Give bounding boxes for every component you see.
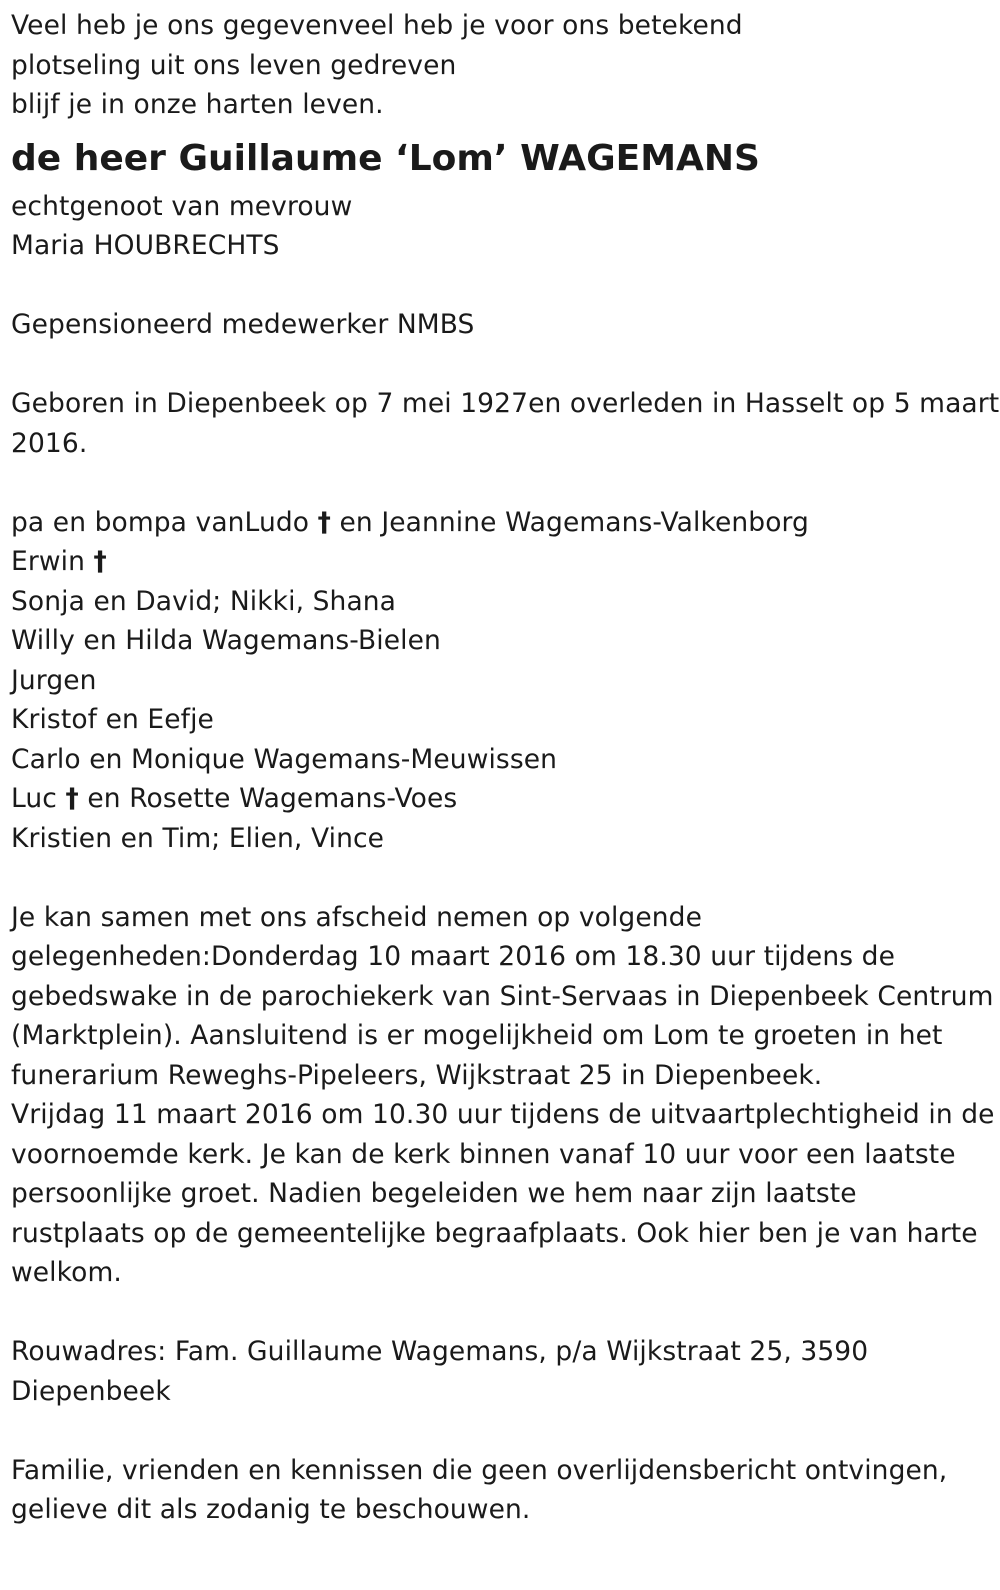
deceased-name-title: de heer Guillaume ‘Lom’ WAGEMANS: [11, 137, 760, 179]
family-line: [11, 779, 989, 819]
family-line: [11, 503, 989, 543]
mourning-address: [11, 1332, 989, 1411]
spacer: [11, 266, 989, 306]
spouse-name: Maria HOUBRECHTS: [11, 230, 280, 261]
family-line: Jurgen: [11, 664, 97, 696]
spouse-info: [11, 187, 989, 266]
family-line: Kristof en Eefje: [11, 704, 214, 735]
poem-line: Veel heb je ons gegevenveel heb je voor ons betekend: [11, 10, 743, 41]
ceremony-line: welkom.: [11, 1257, 122, 1288]
ceremony-line: funerarium Reweghs-Pipeleers, Wijkstraat 25 in Diepenbeek.: [11, 1059, 823, 1091]
cross-icon: †: [93, 546, 107, 577]
family-list: [11, 503, 989, 859]
poem-line: plotseling uit ons leven gedreven: [11, 49, 457, 81]
family-name: Erwin: [11, 546, 85, 577]
birth-death-line: 2016.: [11, 427, 88, 459]
poem-line: blijf je in onze harten leven.: [11, 89, 384, 120]
birth-death-info: [11, 384, 1000, 463]
spacer: [11, 1411, 989, 1451]
ceremony-line: rustplaats op de gemeentelijke begraafplaats. Ook hier ben je van harte: [11, 1217, 978, 1249]
family-name: pa en bompa vanLudo: [11, 506, 310, 538]
family-name: en Jeannine Wagemans-Valkenborg: [339, 506, 809, 538]
family-line: [11, 542, 989, 582]
spacer: [11, 463, 989, 503]
address-line: Rouwadres: Fam. Guillaume Wagemans, p/a Wijkstraat 25, 3590: [11, 1336, 869, 1367]
ceremony-info: [11, 898, 995, 1293]
spacer: [11, 345, 989, 385]
family-name: en Rosette Wagemans-Voes: [87, 783, 458, 814]
family-line: Sonja en David; Nikki, Shana: [11, 585, 397, 617]
poem: [11, 6, 989, 125]
closing-line: Familie, vrienden en kennissen die geen overlijdensbericht ontvingen,: [11, 1454, 948, 1486]
ceremony-line: Vrijdag 11 maart 2016 om 10.30 uur tijdens de uitvaartplechtigheid in de: [11, 1099, 995, 1130]
address-line: Diepenbeek: [11, 1375, 171, 1407]
cross-icon: †: [317, 506, 331, 538]
occupation: Gepensioneerd medewerker NMBS: [11, 309, 475, 340]
family-line: Kristien en Tim; Elien, Vince: [11, 822, 385, 854]
spacer: [11, 858, 989, 898]
family-name: Luc: [11, 783, 57, 814]
birth-death-line: Geboren in Diepenbeek op 7 mei 1927en overleden in Hasselt op 5 maart: [11, 388, 1000, 419]
spouse-line: echtgenoot van mevrouw: [11, 190, 353, 222]
ceremony-line: gelegenheden:Donderdag 10 maart 2016 om 18.30 uur tijdens de: [11, 941, 895, 972]
ceremony-line: (Marktplein). Aansluitend is er mogelijkheid om Lom te groeten in het: [11, 1020, 943, 1051]
ceremony-line: gebedswake in de parochiekerk van Sint-Servaas in Diepenbeek Centrum: [11, 980, 994, 1012]
cross-icon: †: [65, 783, 79, 814]
ceremony-line: voornoemde kerk. Je kan de kerk binnen vanaf 10 uur voor een laatste: [11, 1138, 956, 1170]
spacer: [11, 1293, 989, 1333]
ceremony-line: Je kan samen met ons afscheid nemen op volgende: [11, 901, 702, 933]
closing-line: gelieve dit als zodanig te beschouwen.: [11, 1494, 531, 1525]
closing-note: [11, 1451, 989, 1530]
ceremony-line: persoonlijke groet. Nadien begeleiden we hem naar zijn laatste: [11, 1178, 857, 1209]
family-line: Carlo en Monique Wagemans-Meuwissen: [11, 743, 558, 775]
family-line: Willy en Hilda Wagemans-Bielen: [11, 625, 441, 656]
